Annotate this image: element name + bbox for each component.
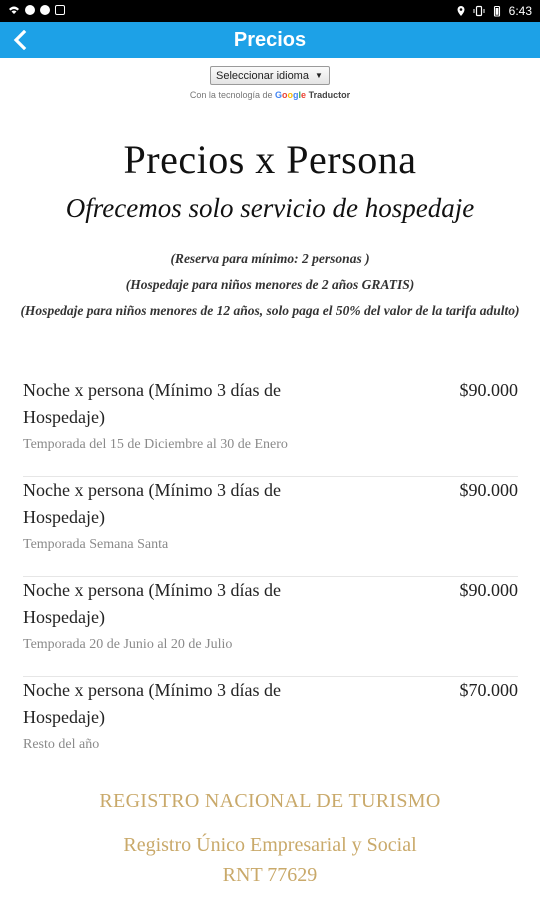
section-title: Precios x Persona	[123, 137, 417, 182]
google-logo: Google	[275, 90, 307, 100]
price-description: Noche x persona (Mínimo 3 días de Hospedaje)	[23, 380, 281, 427]
price-description: Noche x persona (Mínimo 3 días de Hospedaje)	[23, 680, 281, 727]
powered-by-text: Con la tecnología de	[189, 90, 273, 100]
language-select[interactable]	[210, 66, 330, 85]
battery-icon	[491, 5, 503, 17]
location-icon	[455, 5, 467, 17]
price-season: Temporada 20 de Junio al 20 de Julio	[23, 637, 233, 652]
price-item	[23, 477, 518, 577]
powered-by	[0, 90, 540, 100]
price-amount: $70.000	[459, 680, 518, 700]
status-time: 6:43	[508, 4, 532, 18]
registry-title: REGISTRO NACIONAL DE TURISMO	[99, 790, 441, 812]
price-item	[23, 677, 518, 777]
section-subtitle: Ofrecemos solo servicio de hospedaje	[65, 193, 475, 223]
status-left-icons	[8, 4, 65, 16]
notification-icon	[25, 5, 35, 15]
price-amount: $90.000	[459, 480, 518, 500]
note-children-half: (Hospedaje para niños menores de 12 años, solo paga el 50% del valor de la tarifa adulto)	[20, 303, 520, 318]
note-children-free: (Hospedaje para niños menores de 2 años GRATIS)	[125, 277, 415, 292]
status-right-icons	[455, 4, 532, 18]
note-minimum: (Reserva para mínimo: 2 personas )	[170, 251, 370, 266]
booking-notes	[20, 246, 520, 324]
dropdown-arrow-icon: ▼	[315, 71, 323, 80]
back-button[interactable]	[6, 26, 34, 54]
price-item	[23, 577, 518, 677]
translate-link[interactable]: Traductor	[308, 90, 351, 100]
language-select-label: Seleccionar idioma	[216, 70, 309, 82]
price-season: Temporada Semana Santa	[23, 537, 169, 552]
app-bar	[0, 22, 540, 58]
status-bar	[0, 0, 540, 22]
price-season: Resto del año	[23, 737, 100, 752]
wifi-icon	[8, 4, 20, 16]
page-title: Precios	[233, 29, 307, 51]
price-season: Temporada del 15 de Diciembre al 30 de Enero	[23, 437, 288, 452]
registry-line: Registro Único Empresarial y Social	[123, 834, 417, 856]
price-item	[23, 377, 518, 477]
price-amount: $90.000	[459, 380, 518, 400]
registry-number: RNT 77629	[222, 864, 318, 886]
price-description: Noche x persona (Mínimo 3 días de Hospedaje)	[23, 580, 281, 627]
app-notification-icon	[40, 5, 50, 15]
translate-widget	[0, 66, 540, 100]
price-description: Noche x persona (Mínimo 3 días de Hospedaje)	[23, 480, 281, 527]
gallery-notification-icon	[55, 5, 65, 15]
chevron-left-icon	[11, 30, 29, 50]
vibrate-icon	[473, 5, 485, 17]
price-amount: $90.000	[459, 580, 518, 600]
price-list	[23, 377, 518, 777]
